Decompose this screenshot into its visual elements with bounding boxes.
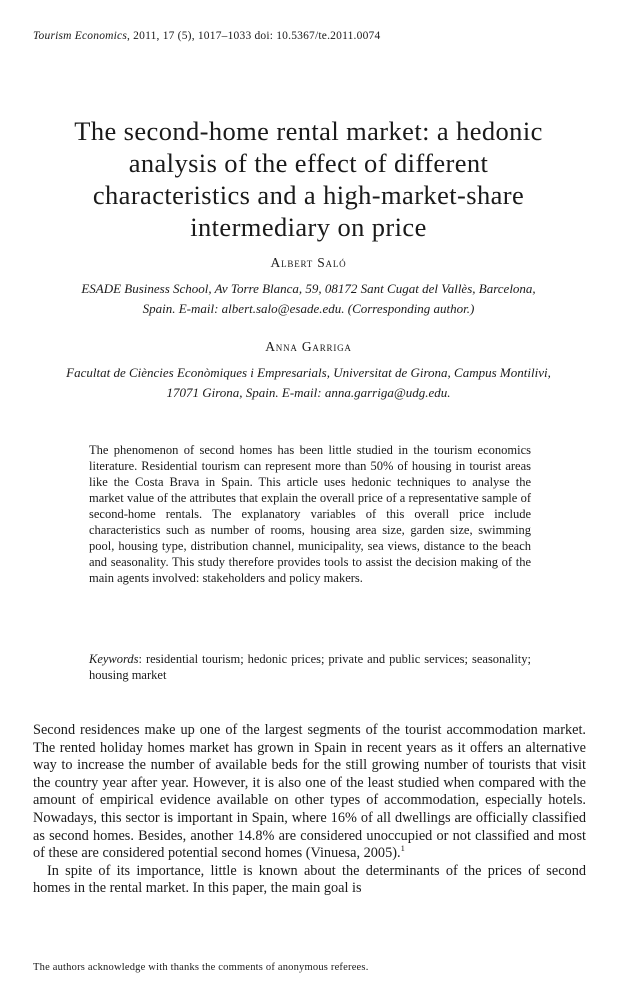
paper-title (20, 115, 597, 243)
author-affiliation (20, 363, 597, 403)
footnote-marker: 1 (400, 843, 405, 854)
keywords-text: : residential tourism; hedonic prices; private and public services; seasonality; housing market (89, 652, 531, 682)
keywords (89, 651, 531, 683)
title-line: intermediary on price (190, 212, 427, 242)
title-line: characteristics and a high-market-share (92, 180, 525, 210)
body-paragraph: In spite of its importance, little is known about the determinants of the prices of second homes in the rental market. In this paper, the main goal is (33, 862, 586, 897)
author-name: Albert Saló (270, 255, 347, 270)
title-line: analysis of the effect of different (128, 148, 489, 178)
title-line: The second-home rental market: a hedonic (74, 116, 543, 146)
journal-name: Tourism Economics (33, 30, 128, 42)
keywords-label: Keywords (89, 652, 139, 666)
affiliation-line: ESADE Business School, Av Torre Blanca, 59, 08172 Sant Cugat del Vallès, Barcelona, (81, 281, 536, 296)
paragraph-text: Second residences make up one of the largest segments of the tourist accommodation market. The rented holiday homes market has grown in Spain in recent years as it offers an alternative way to increase the number of available beds for the still growing number of tourists that visit the country year after year. However, it is also one of the least studied when compared with the amount of empirical evidence available on other types of accommodation, especially hotels. Nowadays, this sector is important in Spain, where 16% of all dwellings are officially classified as second homes. Besides, another 14.8% are considered unoccupied or not classified and most of these are considered potential second homes (Vinuesa, 2005). (33, 722, 586, 862)
author-name: Anna Garriga (265, 339, 352, 354)
journal-citation: , 2011, 17 (5), 1017–1033 doi: 10.5367/te.2011.0074 (127, 30, 381, 42)
affiliation-line: 17071 Girona, Spain. E-mail: anna.garriga@udg.edu. (166, 385, 451, 400)
footnote: The authors acknowledge with thanks the comments of anonymous referees. (33, 962, 369, 973)
affiliation-line: Spain. E-mail: albert.salo@esade.edu. (Corresponding author.) (142, 301, 475, 316)
affiliation-line: Facultat de Ciències Econòmiques i Empresarials, Universitat de Girona, Campus Montilivi, (66, 365, 551, 380)
body-paragraph (33, 722, 586, 863)
journal-header (33, 30, 380, 42)
body-text (33, 722, 586, 898)
abstract: The phenomenon of second homes has been little studied in the tourism economics literature. Residential tourism can represent more than 50% of housing in tourist areas like the Costa Brava in Spain. This article uses hedonic techniques to analyse the market value of the attributes that explain the overall price of a representative sample of second-home rentals. The explanatory variables of this overall price include characteristics such as number of rooms, housing area size, garden size, swimming pool, housing type, distribution channel, municipality, sea views, distance to the beach and seasonality. This study therefore provides tools to assist the decision making of the main agents involved: stakeholders and policy makers. (89, 443, 531, 585)
author-affiliation (20, 279, 597, 319)
